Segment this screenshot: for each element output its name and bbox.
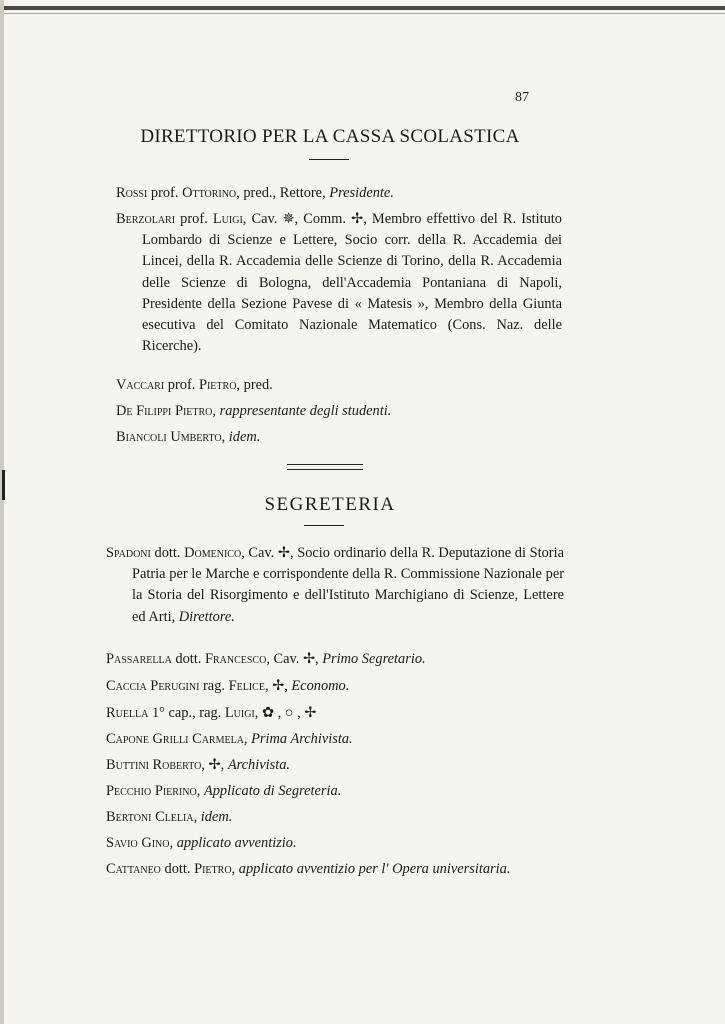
entry-surname: Buttini xyxy=(106,757,149,773)
entry-details: , xyxy=(196,783,204,799)
entry-details: , xyxy=(193,809,201,825)
entry-surname: Berzolari xyxy=(116,211,176,227)
entry-prefix: prof. xyxy=(164,377,199,393)
entry-prefix: prof. xyxy=(175,211,213,227)
entry-given-name: Luigi xyxy=(224,705,255,721)
entry-role: applicato avventizio. xyxy=(176,835,297,851)
entry-details: , xyxy=(231,861,239,877)
entry-details: , ✢, xyxy=(201,757,228,773)
entry-surname: Spadoni xyxy=(106,545,151,561)
entry-de-filippi xyxy=(116,401,562,422)
entry-prefix: rag. xyxy=(199,678,229,694)
entry-role: Archivista. xyxy=(227,757,291,773)
entry-buttini xyxy=(106,755,564,776)
entry-surname: Capone Grilli xyxy=(106,731,189,747)
entry-details: , Cav. ✢, Socio ordinario della R. Deputazione di Storia Patria per le Marche e corrispondente della R. Commissione Nazionale per la Storia del Risorgimento e dell'Istituto Marchigiano di Scienze, Lettere ed Arti, xyxy=(132,545,564,625)
entry-bertoni xyxy=(106,807,564,828)
entry-surname: Cattaneo xyxy=(106,861,161,877)
entry-ruella xyxy=(106,703,564,724)
entry-given-name: Pierino xyxy=(154,783,197,799)
entry-given-name: Domenico xyxy=(184,545,242,561)
section-title-cassa-scolastica: DIRETTORIO PER LA CASSA SCOLASTICA xyxy=(140,126,520,147)
entry-capone-grilli xyxy=(106,729,564,750)
entry-prefix: dott. xyxy=(160,861,195,877)
entry-pecchio xyxy=(106,781,564,802)
entry-details: , xyxy=(221,429,229,445)
top-border-rule xyxy=(0,6,725,10)
entry-given-name: Pietro xyxy=(194,861,232,877)
title-underline xyxy=(304,525,344,526)
entry-surname: Pecchio xyxy=(106,783,152,799)
entry-role: applicato avventizio per l' Opera universitaria. xyxy=(238,861,511,877)
section-title-segreteria: SEGRETERIA xyxy=(264,494,396,515)
entry-cattaneo xyxy=(106,859,564,880)
entry-spadoni xyxy=(106,543,564,628)
entry-surname: Savio xyxy=(106,835,138,851)
entry-given-name: Felice xyxy=(228,678,265,694)
entry-surname: Ruella xyxy=(106,705,149,721)
entry-role: Economo. xyxy=(291,678,350,694)
entry-given-name: Umberto xyxy=(170,429,222,445)
entry-given-name: Pietro xyxy=(174,403,213,419)
entry-role: rappresentante degli studenti. xyxy=(219,403,392,419)
entry-surname: Biancoli xyxy=(116,429,167,445)
entry-given-name: Luigi xyxy=(212,211,243,227)
entry-surname: Bertoni xyxy=(106,809,152,825)
entry-surname: Rossi xyxy=(116,185,148,201)
entry-caccia-perugini xyxy=(106,676,564,697)
entry-vaccari xyxy=(116,375,562,396)
entry-given-name: Gino xyxy=(141,835,170,851)
entry-prefix: 1° cap., rag. xyxy=(148,705,225,721)
entry-savio xyxy=(106,833,564,854)
section-separator-rule xyxy=(287,464,363,470)
entry-surname: Vaccari xyxy=(116,377,165,393)
entry-role: Presidente. xyxy=(329,185,394,201)
entry-prefix: dott. xyxy=(171,651,205,667)
entry-role: Prima Archivista. xyxy=(251,731,353,747)
entry-role: Primo Segretario. xyxy=(322,651,426,667)
entry-given-name: Pietro xyxy=(198,377,237,393)
entry-given-name: Roberto xyxy=(152,757,202,773)
entry-details: , ✢, xyxy=(264,678,292,694)
entry-details: , xyxy=(212,403,220,419)
page-number: 87 xyxy=(515,90,529,105)
entry-passarella xyxy=(106,649,564,670)
entry-given-name: Clelia xyxy=(155,809,194,825)
entry-rossi xyxy=(116,183,562,204)
entry-berzolari xyxy=(116,209,562,357)
entry-surname: De Filippi xyxy=(116,403,172,419)
entry-details: , Cav. ✵, Comm. ✢, Membro effettivo del R. Istituto Lombardo di Scienze e Lettere, Socio corr. della R. Accademia dei Lincei, della R. Accademia delle Scienze di Torino, della R. Accademia delle Scienze di Bologna, dell'Accademia Pontaniana di Napoli, Presidente della Sezione Pavese di « Matesis », Membro della Giunta esecutiva del Comitato Nazionale Matematico (Cons. Naz. delle Ricerche). xyxy=(142,211,562,355)
entry-role: idem. xyxy=(200,809,233,825)
entry-surname: Passarella xyxy=(106,651,172,667)
entry-role: idem. xyxy=(228,429,261,445)
entry-details: , Cav. ✢, xyxy=(266,651,323,667)
entry-given-name: Ottorino xyxy=(182,185,237,201)
entry-given-name: Carmela xyxy=(192,731,244,747)
entry-surname: Caccia Perugini xyxy=(106,678,200,694)
entry-role: Direttore. xyxy=(178,608,235,625)
entry-role: Applicato di Segreteria. xyxy=(203,783,342,799)
entry-prefix: dott. xyxy=(150,545,185,561)
top-border-thin-rule xyxy=(0,13,725,14)
entry-details: , xyxy=(243,731,252,747)
entry-prefix: prof. xyxy=(147,185,183,201)
entry-given-name: Francesco xyxy=(204,651,267,667)
entry-details: , pred., Rettore, xyxy=(236,185,330,201)
entry-details: , ✿ , ○ , ✢ xyxy=(254,705,317,721)
entry-biancoli xyxy=(116,427,562,448)
title-underline xyxy=(309,159,349,160)
entry-details: , xyxy=(169,835,177,851)
entry-details: , pred. xyxy=(236,377,273,393)
